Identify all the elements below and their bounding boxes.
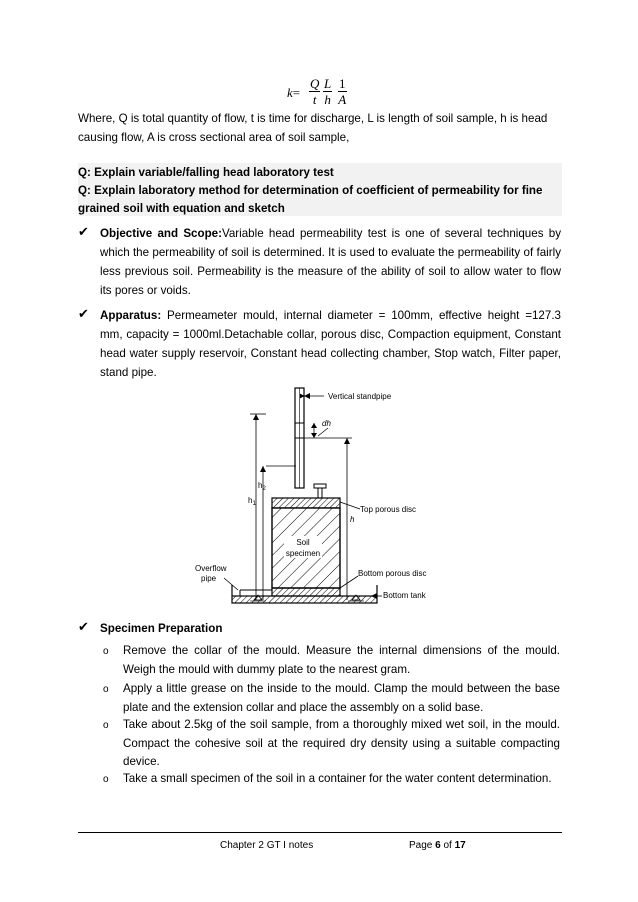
overflow-label: Overflow [195, 564, 227, 573]
bullet-icon: o [103, 774, 109, 785]
top-porous-disc-label: Top porous disc [360, 505, 417, 514]
specimen-step-1: Remove the collar of the mould. Measure the internal dimensions of the mould. Weigh the mould with dummy plate to the nearest gram. [123, 644, 560, 676]
bottom-tank-label: Bottom tank [383, 591, 426, 600]
pipe-label: pipe [201, 574, 217, 583]
falling-head-permeameter-figure [190, 383, 450, 608]
apparatus-text: Permeameter mould, internal diameter = 100mm, effective height =127.3 mm, capacity = 1000ml.Detachable collar, porous disc, Compaction equipment, Constant head water supply reservoir, Constant head collecting chamber, Stop watch, Filter paper, stand pipe. [100, 309, 561, 379]
objective-label: Objective and Scope: [100, 227, 222, 240]
bottom-porous-disc-label: Bottom porous disc [358, 569, 427, 578]
check-icon: ✔ [78, 619, 89, 634]
apparatus-label: Apparatus: [100, 309, 162, 322]
formula-fraction-1-a: $\frac{1}{A}$ [338, 76, 347, 107]
formula-lhs: k= [287, 85, 301, 100]
question-1: Q: Explain variable/falling head laboratory test [78, 166, 334, 179]
h-label: h [350, 515, 355, 524]
formula-fraction-l-h: $\frac{L}{h}$ [324, 76, 332, 107]
specimen-step-4: Take a small specimen of the soil in a container for the water content determination. [123, 772, 552, 785]
apparatus-paragraph [100, 306, 561, 382]
h1-label: $h_1$ [248, 496, 256, 507]
specimen-label: specimen [285, 549, 321, 558]
dh-label: dh [322, 419, 331, 428]
check-icon: ✔ [78, 306, 89, 321]
check-icon: ✔ [78, 224, 89, 239]
bullet-icon: o [103, 720, 109, 731]
objective-text: Variable head permeability test is one of several techniques by which the permeability of soil is determined. It is used to evaluate the permeability of fairly less previous soil. Permeability is the measure of the ability of soil to allow water to flow its pores or voids. [100, 227, 561, 297]
bullet-icon: o [103, 684, 109, 695]
objective-paragraph [100, 224, 561, 300]
h2-label: $h_2$ [258, 481, 266, 492]
footer-divider [78, 832, 562, 833]
specimen-step-2: Apply a little grease on the inside to the mould. Clamp the mould between the base plate and the extension collar and place the assembly on a solid base. [123, 682, 560, 714]
where-paragraph: Where, Q is total quantity of flow, t is time for discharge, L is length of soil sample, h is head causing flow, A is cross sectional area of soil sample, [78, 112, 548, 144]
permeability-formula [287, 76, 357, 110]
bullet-icon: o [103, 646, 109, 657]
specimen-step-3: Take about 2.5kg of the soil sample, from a thoroughly mixed wet soil, in the mould. Compact the cohesive soil at the required dry density using a suitable compacting device. [123, 718, 560, 769]
standpipe [295, 388, 304, 488]
vertical-standpipe-label: Vertical standpipe [328, 392, 392, 401]
specimen-preparation-heading: Specimen Preparation [100, 622, 223, 635]
footer-chapter: Chapter 2 GT I notes [220, 840, 314, 851]
formula-fraction-q-t: $\frac{Q}{t}$ [310, 76, 320, 107]
soil-label: Soil [296, 538, 310, 547]
footer-page-number: Page 6 of 17 [409, 840, 466, 851]
question-2: Q: Explain laboratory method for determination of coefficient of permeability for fine grained soil with equation and sketch [78, 184, 543, 215]
